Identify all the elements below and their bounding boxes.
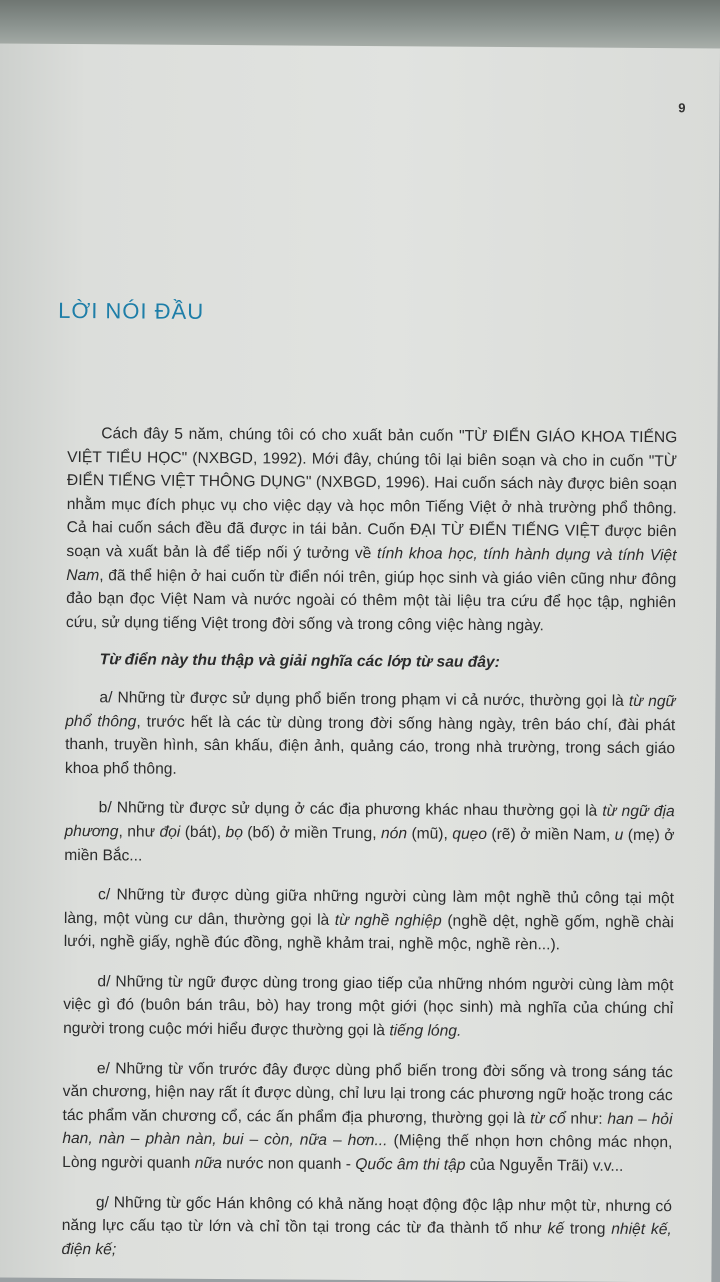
item-b-text-3: (bát), <box>180 824 225 841</box>
page-number: 9 <box>678 100 685 115</box>
item-b-example-1: đọi <box>159 824 180 841</box>
item-e-text-3: (Miệng thế nhọn hơn chông mác nhọn, Lòng người quanh <box>62 1133 672 1172</box>
item-b <box>64 796 674 871</box>
item-a-text: a/ Những từ được sử dụng phổ biến trong phạm vi cả nước, thường gọi là <box>99 689 629 710</box>
item-g-text: g/ Những từ gốc Hán không có khả năng hoạt động độc lập như một từ, nhưng có năng lực cấu tạo từ lớn và chỉ tồn tại trong các từ đa thành tố như <box>62 1194 672 1238</box>
item-g-term: kế <box>548 1221 565 1238</box>
lead-line: Từ điển này thu thập và giải nghĩa các lớp từ sau đây: <box>66 648 676 676</box>
intro-paragraph <box>66 422 677 639</box>
page-title: LỜI NÓI ĐẦU <box>58 298 204 325</box>
item-e-example-word: nữa <box>195 1155 222 1172</box>
item-e-book-title: Quốc âm thi tập <box>355 1156 465 1174</box>
intro-text: Cách đây 5 năm, chúng tôi có cho xuất bản cuốn "TỪ ĐIỂN GIÁO KHOA TIẾNG VIỆT TIỂU HỌC" (NXBGD, 1992). Mới đây, chúng tôi lại biên soạn và cho in cuốn "TỪ ĐIỂN TIẾNG VIỆT THÔNG DỤNG" (NXBGD, 1996). Hai cuốn sách này được biên soạn nhằm mục đích phục vụ cho việc dạy và học môn Tiếng Việt ở nhà trường phổ thông. Cả hai cuốn sách đều đã được in tái bản. Cuốn ĐẠI TỪ ĐIỂN TIẾNG VIỆT được biên soạn và xuất bản là để tiếp nối ý tưởng về <box>66 425 677 562</box>
item-e-examples: han – hỏi han, nàn – phàn nàn, bui – còn, nữa – hơn... <box>62 1111 672 1150</box>
item-a-text-end: , trước hết là các từ dùng trong đời sống hàng ngày, trên báo chí, đài phát thanh, truyền hình, sân khấu, điện ảnh, quảng cáo, trong nhà trường, trong sách giáo khoa phổ thông. <box>65 713 675 777</box>
item-b-term: từ ngữ địa phương <box>64 803 674 840</box>
item-b-example-3: nón <box>381 825 407 842</box>
item-d-term: tiếng lóng. <box>389 1022 461 1040</box>
item-c-text-end: (nghề dệt, nghề gốm, nghề chài lưới, nghề giấy, nghề đúc đồng, nghề khảm trai, nghề mộc, nghề rèn...). <box>64 912 674 953</box>
item-b-text-6: (rẽ) ở miền Nam, <box>487 826 615 844</box>
item-a-term: từ ngữ phổ thông <box>65 693 675 730</box>
item-b-text: b/ Những từ được sử dụng ở các địa phương khác nhau thường gọi là <box>99 800 603 821</box>
item-e-text-5: của Nguyễn Trãi) v.v... <box>465 1157 623 1175</box>
item-g-examples: nhiệt kế, điện kế; <box>62 1221 672 1258</box>
item-e-term: từ cổ <box>530 1110 566 1127</box>
item-e-text: e/ Những từ vốn trước đây được dùng phổ biến trong đời sống và trong sáng tác văn chương, hiện nay rất ít được dùng, chỉ lưu lại trong các phương ngữ hoặc trong các tác phẩm văn chương cổ, các ấn phẩm địa phương, thường gọi là <box>62 1060 672 1127</box>
item-g <box>62 1191 672 1266</box>
item-b-example-5: u <box>615 827 624 844</box>
item-e-text-2: như: <box>566 1110 608 1127</box>
intro-text-end: , đã thể hiện ở hai cuốn từ điển nói trên, giúp học sinh và giáo viên cũng như đông đảo bạn đọc Việt Nam và nước ngoài có thêm một tài liệu tra cứu để học tập, nghiên cứu, sử dụng tiếng Việt trong đời sống và trong công việc hàng ngày. <box>66 567 676 634</box>
item-b-text-2: , như <box>118 823 159 840</box>
item-c-text: c/ Những từ được dùng giữa những người cùng làm một nghề thủ công tại một làng, một vùng cư dân, thường gọi là <box>64 886 674 928</box>
intro-emphasis: tính khoa học, tính hành dụng và tính Việt Nam <box>66 545 676 584</box>
item-d-text: d/ Những từ ngữ được dùng trong giao tiếp của những nhóm người cùng làm một việc gì đó (buôn bán trâu, bò) hay trong một giới (học sinh) mà nghĩa của chúng chỉ người trong cuộc mới hiểu được thường gọi là <box>63 973 673 1039</box>
item-b-text-5: (mũ), <box>407 825 452 842</box>
item-b-text-7: (mẹ) ở miền Bắc... <box>64 827 674 864</box>
item-a <box>65 686 676 785</box>
item-d <box>63 970 673 1045</box>
item-c-term: từ nghề nghiệp <box>335 912 442 930</box>
item-c <box>64 883 674 958</box>
item-b-example-2: bọ <box>225 824 242 841</box>
book-page <box>0 43 720 1282</box>
item-g-text-2: trong <box>564 1221 611 1238</box>
item-b-example-4: quẹo <box>452 826 487 843</box>
item-b-text-4: (bố) ở miền Trung, <box>243 824 381 842</box>
item-e <box>62 1057 673 1179</box>
body-text <box>61 422 677 1282</box>
item-e-text-4: nước non quanh - <box>222 1155 355 1173</box>
